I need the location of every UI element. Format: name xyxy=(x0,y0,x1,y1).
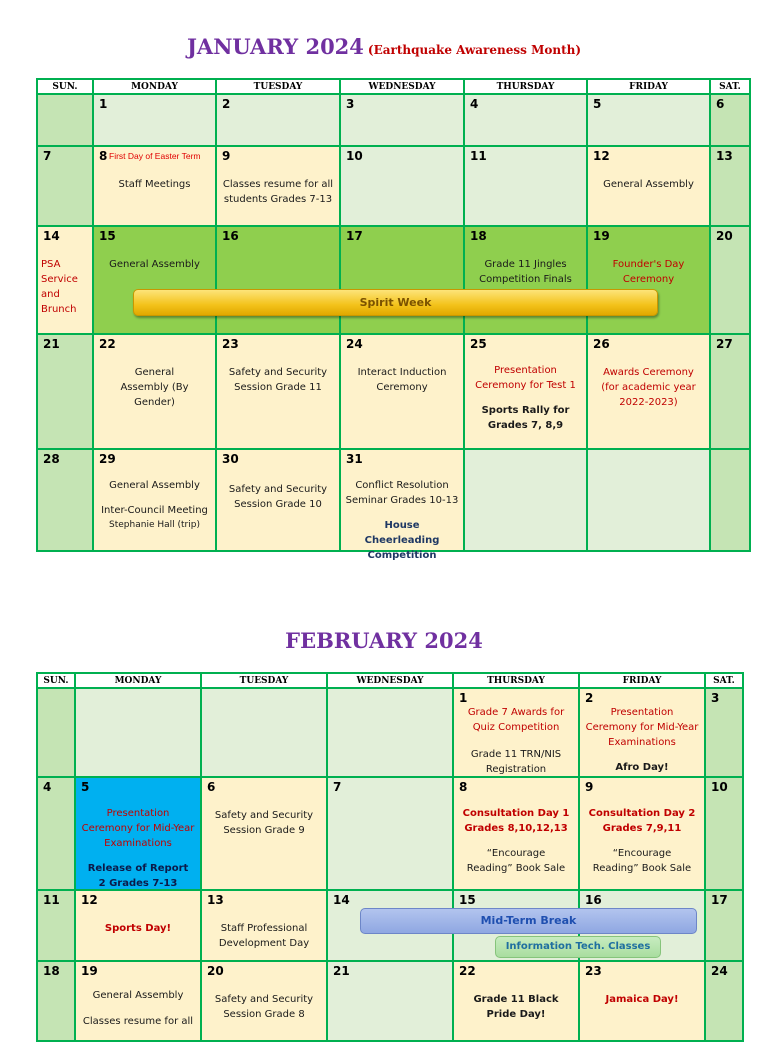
day-header-friday: FRIDAY xyxy=(579,673,705,688)
event-general-assembly: General Assembly xyxy=(109,480,200,491)
day-cell[interactable] xyxy=(75,890,201,961)
event-general-assembly-by-gender: General Assembly (By Gender) xyxy=(120,367,189,408)
event-staff-professional-development: Staff Professional Development Day xyxy=(218,923,310,949)
event-sports-rally: Sports Rally for Grades 7, 8,9 xyxy=(481,405,570,431)
event-classes-resume: Classes resume for all xyxy=(82,1016,194,1027)
day-number: 5 xyxy=(593,97,602,111)
february-month-title: FEBRUARY 2024 xyxy=(285,628,483,653)
day-cell[interactable] xyxy=(93,94,216,146)
day-number: 31 xyxy=(346,452,363,466)
day-cell[interactable] xyxy=(579,961,705,1041)
day-cell[interactable] xyxy=(464,334,587,449)
day-cell[interactable] xyxy=(216,334,340,449)
january-week-1 xyxy=(37,94,750,146)
day-number: 4 xyxy=(470,97,479,111)
day-cell[interactable] xyxy=(340,94,464,146)
event-jamaica-day: Jamaica Day! xyxy=(605,994,679,1005)
day-header-sun: SUN. xyxy=(37,673,75,688)
day-number: 19 xyxy=(81,964,98,978)
day-cell[interactable] xyxy=(710,94,750,146)
event-inter-council-meeting: Inter-Council Meeting xyxy=(101,505,208,516)
day-cell[interactable] xyxy=(37,961,75,1041)
day-number: 11 xyxy=(470,149,487,163)
event-safety-security-session: Safety and Security Session Grade 8 xyxy=(214,994,314,1020)
day-number: 1 xyxy=(459,691,468,705)
day-number: 17 xyxy=(711,893,728,907)
day-cell[interactable] xyxy=(340,449,464,561)
day-number: 16 xyxy=(585,893,602,907)
event-safety-security-session: Safety and Security Session Grade 9 xyxy=(214,810,314,836)
event-safety-security-session: Safety and Security Session Grade 11 xyxy=(228,367,328,393)
event-consultation-day-1: Consultation Day 1 Grades 8,10,12,13 xyxy=(462,808,570,834)
day-number: 18 xyxy=(470,229,487,243)
day-number: 2 xyxy=(222,97,231,111)
day-cell[interactable] xyxy=(705,961,743,1041)
day-number: 9 xyxy=(222,149,231,163)
day-number: 20 xyxy=(207,964,224,978)
day-cell[interactable] xyxy=(340,334,464,449)
day-number: 21 xyxy=(333,964,350,978)
january-week-5 xyxy=(37,449,750,551)
event-jingles-finals: Grade 11 Jingles Competition Finals xyxy=(479,259,572,285)
day-number: 10 xyxy=(711,780,728,794)
event-safety-security-session: Safety and Security Session Grade 10 xyxy=(228,484,328,510)
day-cell[interactable] xyxy=(93,334,216,449)
day-cell-empty xyxy=(587,449,710,551)
day-cell[interactable] xyxy=(37,226,93,334)
day-cell-empty xyxy=(75,688,201,777)
day-number: 18 xyxy=(43,964,60,978)
day-cell[interactable] xyxy=(201,961,327,1041)
day-cell[interactable] xyxy=(93,146,216,226)
january-month-title: JANUARY 2024 xyxy=(186,34,364,59)
event-black-pride-day: Grade 11 Black Pride Day! xyxy=(473,994,559,1020)
day-number: 16 xyxy=(222,229,239,243)
mid-term-break-banner: Mid-Term Break xyxy=(360,908,697,934)
day-cell[interactable] xyxy=(705,890,743,961)
day-cell[interactable] xyxy=(710,146,750,226)
day-number: 12 xyxy=(81,893,98,907)
day-cell[interactable] xyxy=(340,146,464,226)
event-psa-service-brunch: PSA Service and Brunch xyxy=(41,259,78,315)
day-header-friday: FRIDAY xyxy=(587,79,710,94)
day-cell[interactable] xyxy=(464,226,587,334)
day-number: 4 xyxy=(43,780,52,794)
day-number: 30 xyxy=(222,452,239,466)
day-cell[interactable] xyxy=(93,449,216,551)
day-number: 23 xyxy=(585,964,602,978)
event-classes-resume: Classes resume for all students Grades 7-13 xyxy=(222,179,334,205)
february-calendar xyxy=(36,672,744,1042)
day-number: 23 xyxy=(222,337,239,351)
day-cell[interactable] xyxy=(75,961,201,1041)
january-week-2 xyxy=(37,146,750,226)
day-number: 1 xyxy=(99,97,108,111)
day-header-sat: SAT. xyxy=(705,673,743,688)
event-presentation-ceremony-mid-year: Presentation Ceremony for Mid-Year Examinations xyxy=(585,707,699,748)
day-cell[interactable] xyxy=(587,226,710,334)
event-encourage-reading-book-sale: “Encourage Reading” Book Sale xyxy=(592,848,692,874)
day-number: 25 xyxy=(470,337,487,351)
january-week-3 xyxy=(37,226,750,334)
day-number: 3 xyxy=(711,691,720,705)
day-cell[interactable] xyxy=(327,961,453,1041)
day-header-monday: MONDAY xyxy=(93,79,216,94)
day-number: 22 xyxy=(459,964,476,978)
event-grade-11-trn-registration: Grade 11 TRN/NIS Registration xyxy=(470,749,562,775)
february-week-1 xyxy=(37,688,743,777)
event-encourage-reading-book-sale: “Encourage Reading” Book Sale xyxy=(466,848,566,874)
day-header-sat: SAT. xyxy=(710,79,750,94)
day-cell[interactable] xyxy=(587,94,710,146)
day-cell[interactable] xyxy=(201,890,327,961)
event-staff-meetings: Staff Meetings xyxy=(118,179,191,190)
day-cell[interactable] xyxy=(587,334,710,449)
day-cell[interactable] xyxy=(579,777,705,890)
day-header-wednesday: WEDNESDAY xyxy=(340,79,464,94)
event-consultation-day-2: Consultation Day 2 Grades 7,9,11 xyxy=(588,808,696,834)
information-tech-classes-banner: Information Tech. Classes xyxy=(495,936,661,958)
day-number: 15 xyxy=(99,229,116,243)
day-number: 28 xyxy=(43,452,60,466)
day-cell[interactable] xyxy=(37,146,93,226)
day-cell[interactable] xyxy=(453,961,579,1041)
day-number: 27 xyxy=(716,337,733,351)
day-header-wednesday: WEDNESDAY xyxy=(327,673,453,688)
february-day-header-row xyxy=(37,673,743,688)
day-number: 8 xyxy=(99,149,108,163)
day-cell[interactable] xyxy=(710,334,750,449)
day-cell-empty xyxy=(327,688,453,777)
event-sports-day: Sports Day! xyxy=(104,923,172,934)
event-interact-induction: Interact Induction Ceremony xyxy=(357,367,447,393)
day-cell[interactable] xyxy=(710,226,750,334)
january-title xyxy=(0,34,768,59)
event-founders-day: Founder's Day Ceremony xyxy=(612,259,685,285)
day-number: 13 xyxy=(207,893,224,907)
day-cell[interactable] xyxy=(75,777,201,890)
day-number: 2 xyxy=(585,691,594,705)
day-cell[interactable] xyxy=(579,688,705,777)
day-cell[interactable] xyxy=(705,688,743,777)
day-cell-empty xyxy=(464,449,587,551)
day-number: 7 xyxy=(43,149,52,163)
february-week-2 xyxy=(37,777,743,890)
day-number: 10 xyxy=(346,149,363,163)
day-number: 14 xyxy=(43,229,60,243)
day-number: 11 xyxy=(43,893,60,907)
day-cell[interactable] xyxy=(705,777,743,890)
day-number: 3 xyxy=(346,97,355,111)
event-release-of-report-2: Release of Report 2 Grades 7-13 xyxy=(87,863,189,889)
january-subtitle: (Earthquake Awareness Month) xyxy=(367,43,582,57)
day-cell-empty xyxy=(710,449,750,551)
day-number: 9 xyxy=(585,780,594,794)
day-number: 7 xyxy=(333,780,342,794)
day-cell[interactable] xyxy=(37,890,75,961)
day-number: 24 xyxy=(346,337,363,351)
day-cell[interactable] xyxy=(216,449,340,551)
day-cell[interactable] xyxy=(93,226,216,334)
day-cell[interactable] xyxy=(37,334,93,449)
day-header-sun: SUN. xyxy=(37,79,93,94)
day-cell[interactable] xyxy=(464,94,587,146)
day-number: 22 xyxy=(99,337,116,351)
day-cell[interactable] xyxy=(464,146,587,226)
day-cell-empty xyxy=(201,688,327,777)
event-general-assembly: General Assembly xyxy=(109,259,200,270)
day-cell[interactable] xyxy=(327,777,453,890)
event-first-day-easter-term: First Day of Easter Term xyxy=(109,151,201,161)
day-number: 14 xyxy=(333,893,350,907)
day-number: 29 xyxy=(99,452,116,466)
event-conflict-resolution-seminar: Conflict Resolution Seminar Grades 10-13 xyxy=(345,480,459,506)
day-number: 15 xyxy=(459,893,476,907)
day-number: 13 xyxy=(716,149,733,163)
february-title xyxy=(0,628,768,653)
day-cell-empty xyxy=(37,688,75,777)
day-number: 5 xyxy=(81,780,90,794)
day-cell[interactable] xyxy=(340,226,464,334)
event-general-assembly: General Assembly xyxy=(603,179,694,190)
january-day-header-row xyxy=(37,79,750,94)
event-presentation-ceremony-test-1: Presentation Ceremony for Test 1 xyxy=(475,365,576,391)
february-week-4 xyxy=(37,961,743,1041)
day-number: 17 xyxy=(346,229,363,243)
event-awards-ceremony: Awards Ceremony (for academic year 2022-2023) xyxy=(601,367,696,408)
day-number: 21 xyxy=(43,337,60,351)
day-header-tuesday: TUESDAY xyxy=(216,79,340,94)
event-grade-7-awards: Grade 7 Awards for Quiz Competition xyxy=(467,707,565,733)
spirit-week-banner: Spirit Week xyxy=(133,289,658,316)
day-number: 19 xyxy=(593,229,610,243)
day-number: 6 xyxy=(716,97,725,111)
day-cell[interactable] xyxy=(201,777,327,890)
day-number: 12 xyxy=(593,149,610,163)
event-afro-day: Afro Day! xyxy=(615,762,669,773)
day-cell[interactable] xyxy=(587,146,710,226)
day-number: 24 xyxy=(711,964,728,978)
day-cell[interactable] xyxy=(37,777,75,890)
day-header-thursday: THURSDAY xyxy=(453,673,579,688)
day-number: 8 xyxy=(459,780,468,794)
january-week-4 xyxy=(37,334,750,449)
event-stephanie-hall-trip: Stephanie Hall (trip) xyxy=(109,520,200,530)
day-header-tuesday: TUESDAY xyxy=(201,673,327,688)
day-cell[interactable] xyxy=(37,449,93,551)
day-cell[interactable] xyxy=(453,688,579,777)
day-cell[interactable] xyxy=(216,226,340,334)
day-cell[interactable] xyxy=(216,94,340,146)
day-number: 20 xyxy=(716,229,733,243)
event-presentation-ceremony-mid-year: Presentation Ceremony for Mid-Year Examinations xyxy=(81,808,195,849)
day-cell[interactable] xyxy=(453,777,579,890)
day-cell[interactable] xyxy=(216,146,340,226)
event-house-cheerleading: House Cheerleading Competition xyxy=(364,520,440,561)
day-cell-empty xyxy=(37,94,93,146)
day-header-monday: MONDAY xyxy=(75,673,201,688)
event-general-assembly: General Assembly xyxy=(92,990,184,1001)
day-number: 6 xyxy=(207,780,216,794)
day-header-thursday: THURSDAY xyxy=(464,79,587,94)
day-number: 26 xyxy=(593,337,610,351)
